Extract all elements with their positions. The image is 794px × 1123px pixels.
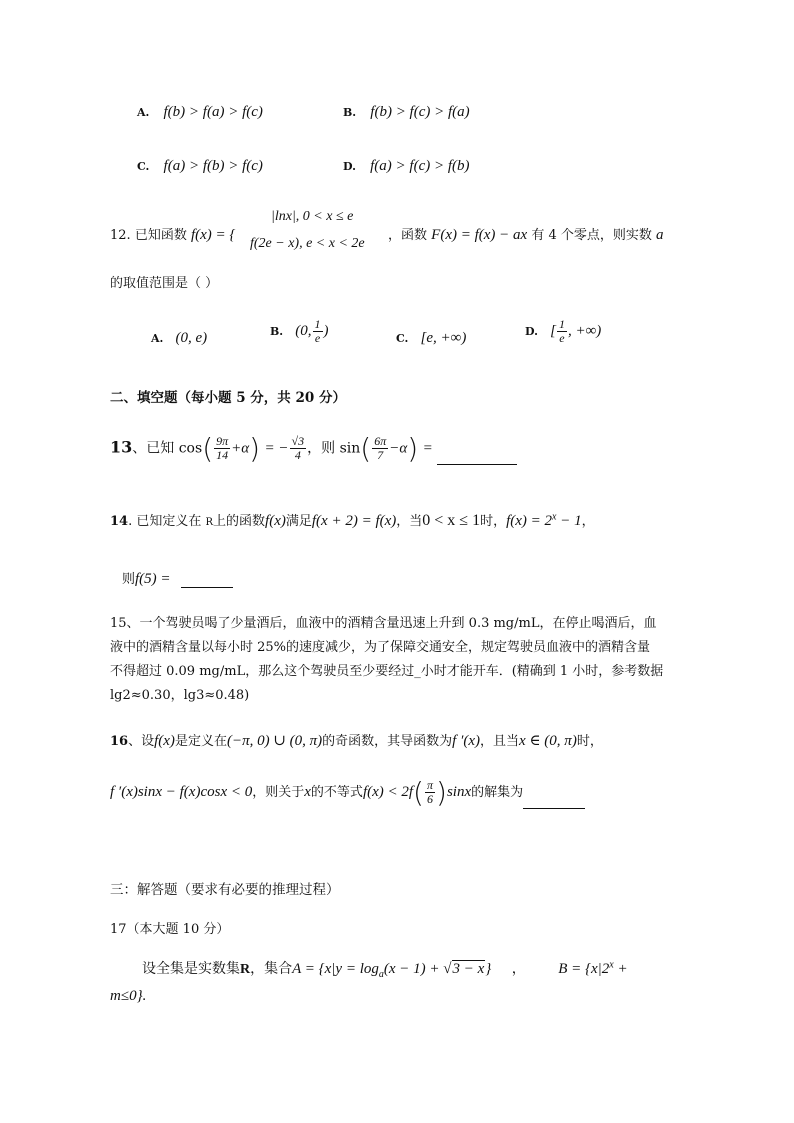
option-label: A.	[137, 106, 150, 119]
q12-option-c	[396, 330, 466, 347]
text: 有 4 个零点，则实数	[531, 228, 652, 243]
expr: f(x) < 2f	[362, 784, 414, 800]
sqrt-sign: √	[443, 961, 452, 977]
fraction	[290, 435, 307, 462]
option-expr: [	[550, 323, 556, 339]
option-expr: [e, +∞)	[420, 330, 467, 346]
numerator: √3	[291, 434, 305, 448]
text: ，则关于	[252, 785, 305, 800]
expr: x	[304, 784, 311, 800]
denominator: e	[559, 331, 565, 345]
q15-line-1: 15、一个驾驶员喝了少量酒后，血液中的酒精含量迅速上升到 0.3 mg/mL，在停止喝酒后，血	[110, 616, 657, 631]
expr: (x − 1) +	[383, 961, 444, 977]
expr: f(x) = 2	[506, 513, 553, 529]
text: ，	[581, 514, 595, 529]
text: 是定义在	[174, 734, 227, 749]
option-expr: , +∞)	[567, 323, 602, 339]
set-R: R	[240, 962, 251, 977]
piecewise-head: f(x) = {	[190, 227, 236, 243]
q12-option-d	[525, 318, 601, 345]
denominator: e	[314, 331, 321, 345]
q15-line-2: 液中的酒精含量以每小时 25%的速度减少，为了保障交通安全，规定驾驶员血液中的酒精含量	[110, 640, 651, 655]
q14-ask	[122, 568, 233, 588]
q17-line-1	[142, 958, 628, 980]
text: ，且当	[480, 734, 520, 749]
expr: 0 < x ≤ 1	[422, 512, 481, 529]
q13	[110, 432, 517, 465]
denominator: 14	[216, 448, 229, 462]
option-label: C.	[396, 332, 409, 345]
numerator: 9π	[216, 434, 229, 448]
option-expr: (0,	[295, 323, 312, 339]
q15-line-3: 不得超过 0.09 mg/mL，那么这个驾驶员至少要经过_小时才能开车．(精确到 1 小时，参考数据	[110, 664, 664, 679]
expr: A = {x|y = log	[292, 961, 379, 977]
numerator: π	[426, 778, 433, 792]
text: 的解集为	[471, 785, 524, 800]
option-label: A.	[151, 332, 164, 345]
denominator: 4	[294, 448, 301, 462]
numerator: 1	[558, 317, 565, 331]
denominator: 7	[377, 448, 384, 462]
text: . 已知定义在	[128, 514, 202, 529]
cos: cos	[178, 440, 203, 457]
answer-blank[interactable]	[523, 808, 585, 809]
question-number: 16	[110, 734, 129, 749]
expr: f(x + 2) = f(x)	[311, 513, 397, 529]
piecewise-case-2: f(2e − x), e < x < 2e	[250, 236, 365, 251]
q16-line-1	[110, 730, 603, 750]
expr: f ′(x)sinx − f(x)cosx < 0	[110, 784, 253, 800]
expr: f(x)	[154, 733, 175, 749]
question-number: 13	[110, 437, 133, 457]
q11-option-a	[137, 104, 263, 121]
expr: f ′(x)	[452, 733, 481, 749]
q14	[110, 510, 595, 530]
question-number: 12.	[110, 228, 131, 243]
paren-open: (	[413, 776, 424, 809]
equals: = −	[264, 440, 289, 457]
expr: }	[485, 961, 492, 977]
equals: =	[422, 440, 433, 457]
numerator: 1	[314, 317, 321, 331]
q11-option-b	[343, 104, 470, 121]
text: 设全集是实数集	[142, 961, 240, 977]
q11-option-c	[137, 158, 263, 175]
paren-open: (	[202, 432, 214, 465]
text: 满足	[285, 514, 312, 529]
answer-blank[interactable]	[437, 464, 517, 465]
fraction	[372, 435, 388, 462]
section-3-heading: 三：解答题（要求有必要的推理过程）	[110, 882, 340, 898]
option-expr: f(a) > f(b) > f(c)	[163, 158, 263, 174]
denominator: 6	[426, 792, 433, 806]
option-expr: f(a) > f(c) > f(b)	[370, 158, 470, 174]
option-label: D.	[525, 325, 538, 338]
text: R	[205, 517, 214, 528]
question-number: 14	[110, 514, 129, 529]
answer-blank[interactable]	[181, 587, 233, 588]
text: 、设	[128, 734, 155, 749]
text: 已知函数	[134, 228, 187, 243]
expr: f(x)	[265, 513, 286, 529]
expr: f(5) =	[135, 571, 171, 587]
q11-option-d	[343, 158, 470, 175]
option-expr: f(b) > f(c) > f(a)	[370, 104, 470, 120]
text: 时，	[576, 734, 603, 749]
text: 时，	[480, 514, 507, 529]
exponent: x	[552, 511, 557, 523]
expr: − 1	[556, 513, 582, 529]
F-expr: F(x) = f(x) − ax	[431, 227, 528, 243]
text: 上的函数	[213, 514, 266, 529]
fraction	[313, 318, 323, 345]
fraction	[214, 435, 230, 462]
paren-close: )	[249, 432, 261, 465]
q17-line-2: m≤0}.	[110, 988, 147, 1004]
option-label: C.	[137, 160, 150, 173]
q12-option-b	[270, 318, 329, 345]
option-label: B.	[270, 325, 284, 338]
q17-header: 17（本大题 10 分）	[110, 922, 230, 937]
piecewise-case-1: |lnx|, 0 < x ≤ e	[271, 209, 354, 224]
numerator: 6π	[374, 434, 387, 448]
q16-line-2	[110, 776, 585, 809]
text: 的不等式	[310, 785, 363, 800]
text: ，当	[396, 514, 423, 529]
expr: +	[613, 961, 628, 977]
text: 则	[122, 572, 136, 587]
text: ，	[511, 961, 526, 977]
subscript: a	[378, 968, 384, 980]
exponent: x	[609, 959, 614, 971]
option-label: D.	[343, 160, 356, 173]
text: 、已知	[132, 440, 175, 457]
expr: (−π, 0) ∪ (0, π)	[226, 733, 323, 749]
q12-option-a	[151, 330, 207, 347]
q15-line-4: lg2≈0.30，lg3≈0.48)	[110, 688, 250, 703]
option-expr: )	[323, 323, 329, 339]
paren-close: )	[407, 432, 419, 465]
option-label: B.	[343, 106, 357, 119]
q12-line2: 的取值范围是（ ）	[110, 276, 219, 291]
expr: B = {x|2	[558, 961, 610, 977]
sqrt-body: 3 − x	[452, 961, 485, 977]
fraction	[557, 318, 567, 345]
section-2-heading: 二、填空题（每小题 5 分，共 20 分）	[110, 390, 346, 406]
option-expr: f(b) > f(a) > f(c)	[163, 104, 263, 120]
var-a: a	[656, 227, 664, 243]
expr: x ∈ (0, π)	[519, 733, 577, 749]
text: ，集合	[250, 961, 293, 977]
option-expr: (0, e)	[175, 330, 208, 346]
fraction	[425, 779, 435, 806]
expr: sinx	[446, 784, 472, 800]
term: −α	[389, 440, 408, 457]
q12-stem	[110, 224, 235, 244]
sin: sin	[339, 440, 361, 457]
text: ，函数	[388, 228, 428, 243]
text: 的奇函数，其导函数为	[322, 734, 453, 749]
paren-open: (	[360, 432, 372, 465]
text: ，则	[307, 440, 336, 457]
q12-stem-tail	[388, 224, 664, 244]
term: +α	[231, 440, 250, 457]
paren-close: )	[436, 776, 447, 809]
